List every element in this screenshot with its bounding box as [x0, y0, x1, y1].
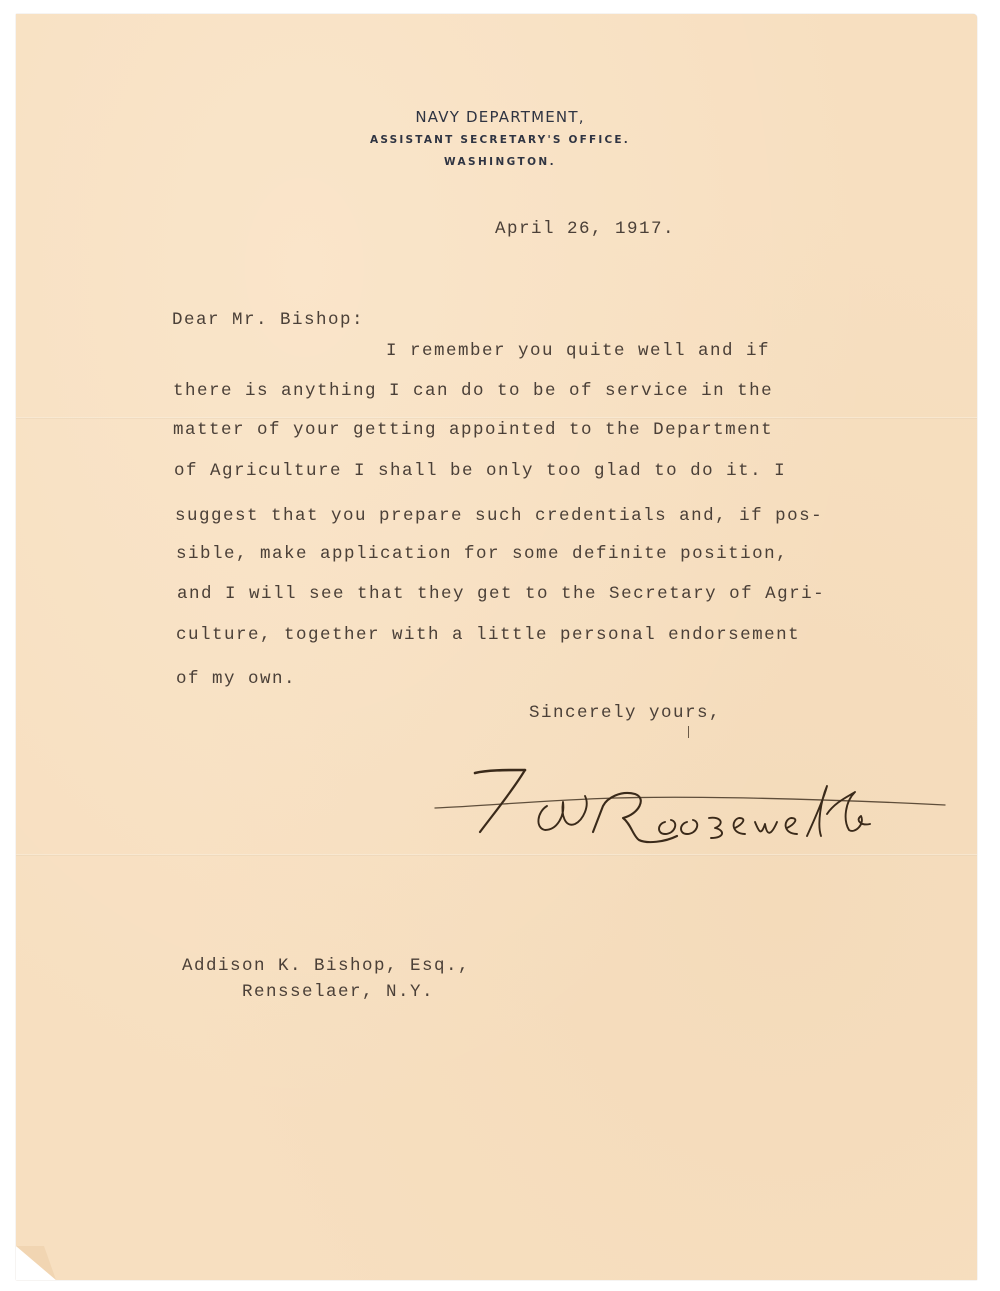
salutation: Dear Mr. Bishop:	[172, 310, 365, 330]
letterhead-office: ASSISTANT SECRETARY'S OFFICE.	[370, 134, 630, 146]
fold-line-lower	[16, 854, 977, 856]
letter-date: April 26, 1917.	[495, 219, 676, 239]
fold-line-upper	[16, 417, 977, 419]
body-line: there is anything I can do to be of service in the	[173, 381, 774, 401]
pencil-tick-mark	[688, 726, 689, 738]
body-line: of Agriculture I shall be only too glad to do it. I	[174, 461, 787, 481]
body-line: suggest that you prepare such credentials and, if pos-	[175, 506, 824, 526]
recipient-name: Addison K. Bishop, Esq.,	[182, 956, 471, 976]
body-line: and I will see that they get to the Secretary of Agri-	[177, 584, 826, 604]
body-line: of my own.	[176, 669, 297, 689]
letterhead-department: NAVY DEPARTMENT,	[415, 108, 585, 126]
recipient-location: Rensselaer, N.Y.	[242, 982, 435, 1002]
body-line: culture, together with a little personal endorsement	[176, 625, 801, 645]
closing: Sincerely yours,	[529, 703, 722, 723]
letterhead-city: WASHINGTON.	[444, 156, 556, 168]
letter-paper	[16, 14, 977, 1280]
body-line: sible, make application for some definite position,	[176, 544, 789, 564]
body-line: I remember you quite well and if	[386, 341, 771, 361]
body-line: matter of your getting appointed to the Department	[173, 420, 774, 440]
signature	[425, 740, 965, 850]
